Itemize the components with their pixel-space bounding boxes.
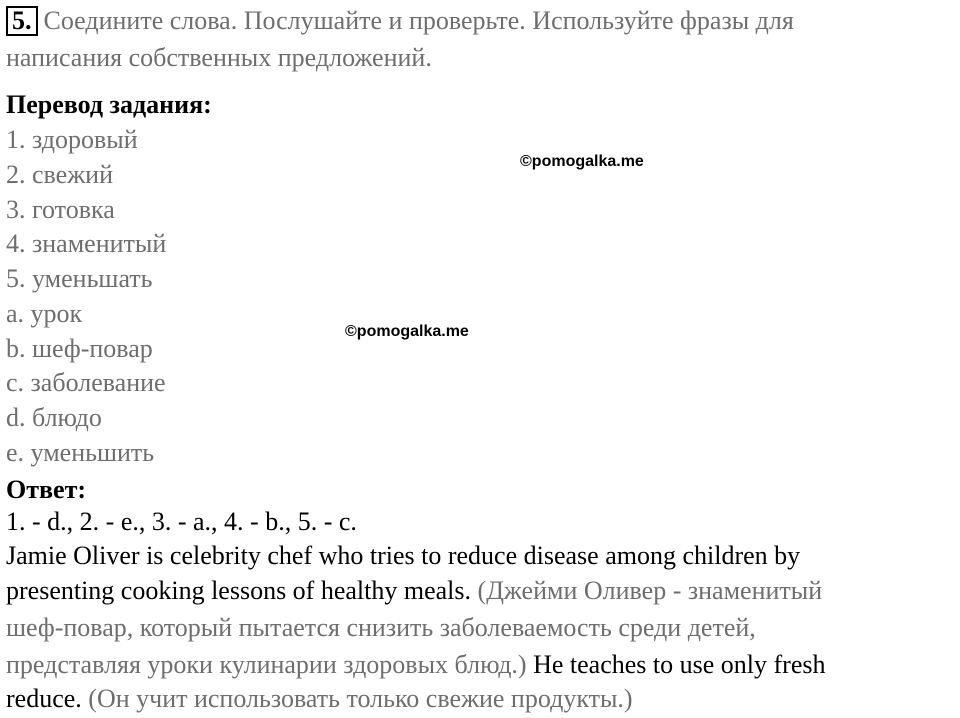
translation-item: d. блюдо <box>6 403 102 432</box>
answer-en-line-4: reduce. <box>6 684 82 713</box>
answer-matches: 1. - d., 2. - e., 3. - a., 4. - b., 5. - c. <box>6 507 357 536</box>
task-line-1 <box>6 6 794 36</box>
translation-heading: Перевод задания: <box>6 90 212 119</box>
translation-item: e. уменьшить <box>6 438 155 467</box>
answer-heading: Ответ: <box>6 475 87 504</box>
answer-line-2 <box>6 576 822 606</box>
translation-item: 2. свежий <box>6 160 113 189</box>
answer-line-4 <box>6 684 633 714</box>
answer-ru-part-1: (Джейми Оливер - знаменитый <box>477 576 823 605</box>
task-number: 5. <box>6 6 38 36</box>
answer-line-3 <box>6 650 826 680</box>
task-text-1: Соедините слова. Послушайте и проверьте. Используйте фразы для <box>43 6 794 35</box>
translation-item: b. шеф-повар <box>6 334 153 363</box>
translation-item: c. заболевание <box>6 368 166 397</box>
task-line-2: написания собственных предложений. <box>6 43 432 72</box>
translation-item: 5. уменьшать <box>6 264 153 293</box>
translation-item: 3. готовка <box>6 195 115 224</box>
watermark: ©pomogalka.me <box>520 153 644 170</box>
translation-item: a. урок <box>6 299 83 328</box>
answer-ru-line-3: представляя уроки кулинарии здоровых блюд.) <box>6 650 527 679</box>
translation-item: 1. здоровый <box>6 125 138 154</box>
watermark: ©pomogalka.me <box>345 323 469 340</box>
translation-item: 4. знаменитый <box>6 229 167 258</box>
answer-ru-line-2: шеф-повар, который пытается снизить заболеваемость среди детей, <box>6 613 756 642</box>
answer-en-line-1: Jamie Oliver is celebrity chef who tries to reduce disease among children by <box>6 541 801 570</box>
answer-en-line-2: presenting cooking lessons of healthy meals. <box>6 576 472 605</box>
answer-en-line-3: He teaches to use only fresh <box>533 650 826 679</box>
answer-ru-line-4: (Он учит использовать только свежие продукты.) <box>88 684 633 713</box>
